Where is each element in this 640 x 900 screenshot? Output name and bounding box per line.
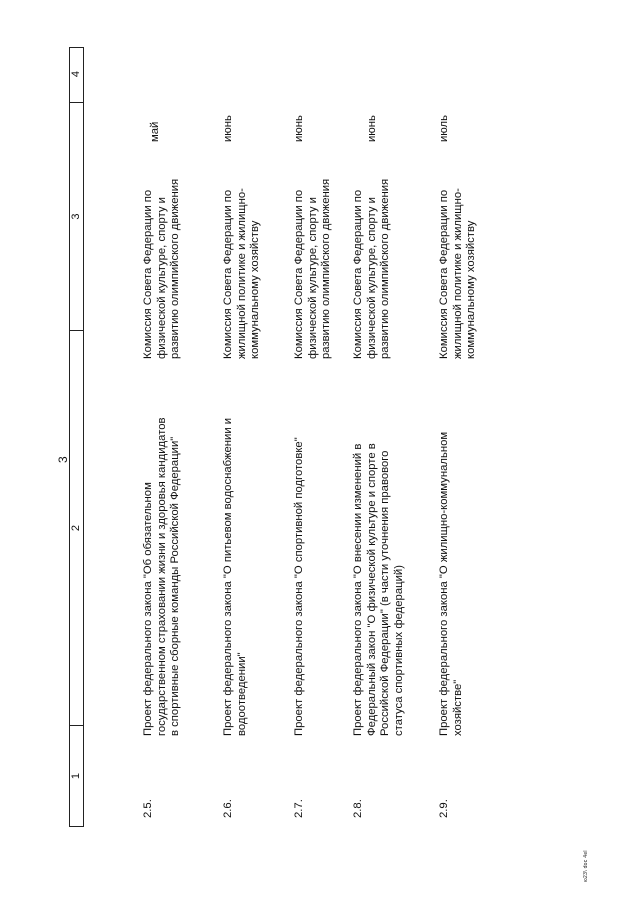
row-number: 2.5.	[142, 799, 154, 818]
row-description: Проект федерального закона "О внесении изменений в Федеральный закон "О физической культуре и спорте в Российской Федерации" (в части уточнения правового статуса спортивных федераций)	[352, 443, 405, 736]
row-committee: Комиссия Совета Федерации по физической культуре, спорту и развитию олимпийского движения	[293, 178, 333, 359]
row-term: июль	[438, 114, 450, 142]
row-committee: Комиссия Совета Федерации по физической культуре, спорту и развитию олимпийского движения	[142, 178, 182, 359]
row-committee: Комиссия Совета Федерации по жилищной политике и жилищно-коммунальному хозяйству	[222, 188, 262, 359]
footer-code: ю23\ doc 4el	[583, 850, 589, 882]
row-term: июнь	[222, 115, 234, 142]
column-header-2: 2	[70, 330, 83, 725]
row-number: 2.9.	[438, 799, 450, 818]
row-committee: Комиссия Совета Федерации по физической культуре, спорту и развитию олимпийского движения	[352, 178, 392, 359]
row-description: Проект федерального закона "О жилищно-коммунальном хозяйстве"	[438, 431, 464, 736]
column-header-1: 1	[70, 725, 83, 826]
row-number: 2.8.	[352, 799, 364, 818]
row-description: Проект федерального закона "Об обязательном государственном страховании жизни и здоровья кандидатов в спортивные сборные команды Российской Федерации"	[142, 417, 182, 736]
row-term: май	[149, 121, 161, 142]
column-header-3: 3	[70, 102, 83, 330]
row-number: 2.7.	[293, 799, 305, 818]
column-header-4: 4	[70, 70, 82, 78]
table-header	[69, 47, 84, 827]
row-number: 2.6.	[222, 799, 234, 818]
page-number: 3	[56, 456, 70, 463]
row-term: июнь	[366, 115, 378, 142]
row-description: Проект федерального закона "О питьевом водоснабжении и водоотведении"	[222, 417, 248, 736]
row-description: Проект федерального закона "О спортивной подготовке"	[293, 437, 305, 736]
row-term: июнь	[293, 115, 305, 142]
row-committee: Комиссия Совета Федерации по жилищной политике и жилищно-коммунальному хозяйству	[438, 188, 478, 359]
